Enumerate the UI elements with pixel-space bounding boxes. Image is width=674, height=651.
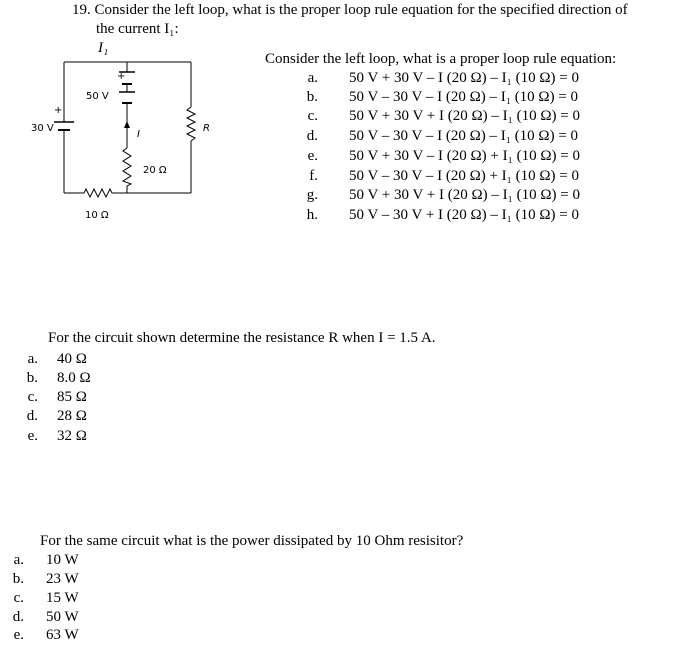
resistance-option-c-letter: c. <box>27 389 38 405</box>
question-19-text: 19. Consider the left loop, what is the proper loop rule equation for the specified direction of <box>72 2 628 18</box>
resistance-option-c[interactable]: 85 Ω <box>57 389 87 405</box>
power-option-c[interactable]: 15 W <box>46 590 79 606</box>
power-option-a[interactable]: 10 W <box>46 552 79 568</box>
plus-sign-50v: + <box>117 71 126 82</box>
battery-30v <box>54 122 74 130</box>
loop-option-e[interactable]: 50 V + 30 V – I (20 Ω) + I₁ (10 Ω) = 0 <box>349 148 580 164</box>
power-option-d[interactable]: 50 W <box>46 609 79 625</box>
loop-question-title: Consider the left loop, what is a proper loop rule equation: <box>265 51 617 67</box>
label-r: R <box>203 123 210 134</box>
loop-option-c-letter: c. <box>307 108 318 124</box>
resistance-option-e-letter: e. <box>27 428 38 444</box>
loop-option-h[interactable]: 50 V – 30 V + I (20 Ω) – I₁ (10 Ω) = 0 <box>349 207 579 223</box>
loop-option-a-letter: a. <box>307 70 318 86</box>
loop-option-e-letter: e. <box>307 148 318 164</box>
power-option-b-letter: b. <box>12 571 24 587</box>
loop-option-a[interactable]: 50 V + 30 V – I (20 Ω) – I₁ (10 Ω) = 0 <box>349 70 579 86</box>
resistance-option-b-letter: b. <box>26 370 38 386</box>
power-option-c-letter: c. <box>13 590 24 606</box>
resistance-option-a[interactable]: 40 Ω <box>57 351 87 367</box>
label-20-ohm: 20 Ω <box>143 165 167 176</box>
current-arrow-icon <box>124 121 130 132</box>
loop-option-b[interactable]: 50 V – 30 V – I (20 Ω) – I₁ (10 Ω) = 0 <box>349 89 579 105</box>
resistance-option-d[interactable]: 28 Ω <box>57 408 87 424</box>
loop-option-c[interactable]: 50 V + 30 V + I (20 Ω) – I₁ (10 Ω) = 0 <box>349 108 580 124</box>
resistance-option-e[interactable]: 32 Ω <box>57 428 87 444</box>
plus-sign-30v: + <box>54 105 63 116</box>
power-option-e[interactable]: 63 W <box>46 627 79 643</box>
loop-option-f-letter: f. <box>309 168 318 184</box>
power-option-e-letter: e. <box>13 627 24 643</box>
resistor-10-ohm <box>84 189 112 197</box>
current-i1-label: I₁ <box>98 40 109 56</box>
loop-option-d-letter: d. <box>306 128 318 144</box>
resistor-r <box>187 107 195 141</box>
power-question-prompt: For the same circuit what is the power dissipated by 10 Ohm resisitor? <box>40 533 464 549</box>
resistance-question-prompt: For the circuit shown determine the resistance R when I = 1.5 A. <box>48 330 436 346</box>
loop-option-h-letter: h. <box>306 207 318 223</box>
question-19-text-continued: the current I₁: <box>96 21 179 37</box>
loop-option-g[interactable]: 50 V + 30 V + I (20 Ω) – I₁ (10 Ω) = 0 <box>349 187 580 203</box>
power-option-a-letter: a. <box>13 552 24 568</box>
resistance-option-b[interactable]: 8.0 Ω <box>57 370 91 386</box>
label-30v: 30 V <box>31 123 54 134</box>
power-option-b[interactable]: 23 W <box>46 571 79 587</box>
resistance-option-a-letter: a. <box>27 351 38 367</box>
label-50v: 50 V <box>86 91 109 102</box>
loop-option-f[interactable]: 50 V – 30 V – I (20 Ω) + I₁ (10 Ω) = 0 <box>349 168 579 184</box>
loop-option-g-letter: g. <box>306 187 318 203</box>
power-option-d-letter: d. <box>12 609 24 625</box>
resistance-option-d-letter: d. <box>26 408 38 424</box>
loop-option-d[interactable]: 50 V – 30 V – I (20 Ω) – I₁ (10 Ω) = 0 <box>349 128 579 144</box>
loop-option-b-letter: b. <box>306 89 318 105</box>
resistor-20-ohm <box>123 148 131 186</box>
label-current-i: I <box>137 129 140 140</box>
label-10-ohm: 10 Ω <box>85 210 109 221</box>
